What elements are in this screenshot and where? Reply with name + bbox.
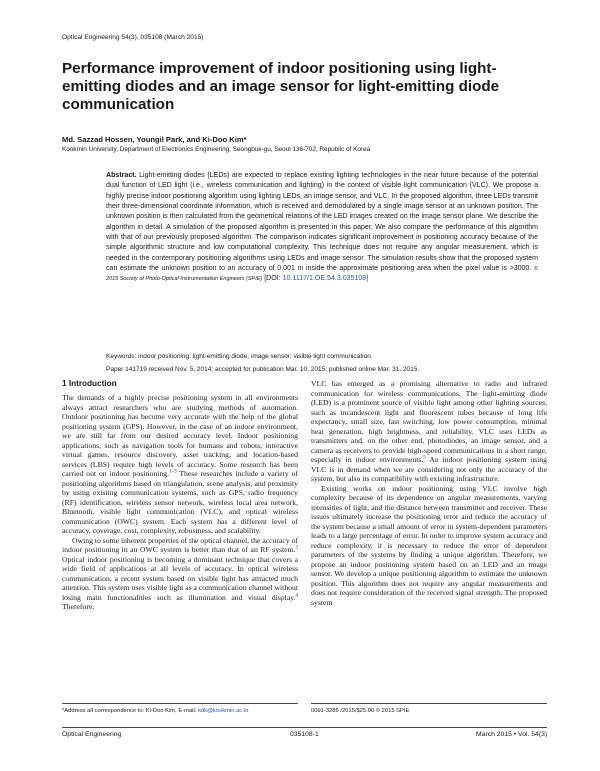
author-list: Md. Sazzad Hossen, Youngil Park, and Ki-Doo Kim* xyxy=(62,135,247,144)
footnote-divider xyxy=(311,703,547,704)
abstract xyxy=(106,171,538,285)
abstract-text: Light-emitting diodes (LEDs) are expected to replace existing lighting technologies in the near future because of the potential dual function of LED light (i.e., wireless communication and lighting) in the context of visible light communication (VLC). We propose a highly precise indoor positioning algorithm using lighting LEDs, an image sensor, and VLC. In the proposed algorithm, three LEDs transmit their three-dimensional coordinate information, which is received and demodulated by a single image sensor at an unknown position. The unknown position is then calculated from the geometrical relations of the LED images created on the image sensor plane. We describe the algorithm in detail. A simulation of the proposed algorithm is presented in this paper. We also compare the performance of this algorithm with that of our previously proposed algorithm. The comparison indicates significant improvement in positioning accuracy because of the simple algorithmic structure and low computational complexity. This technique does not require any angular measurement, which is needed in the contemporary positioning algorithms using LEDs and image sensor. The simulation results show that the proposed system can estimate the unknown position to an accuracy of 0.001 m inside the approximate positioning area when the pixel value is >3000. xyxy=(106,172,538,273)
footer-issue: March 2015 • Vol. 54(3) xyxy=(476,731,548,738)
doi-link[interactable]: 10.1117/1.OE.54.3.035108] xyxy=(282,275,369,283)
footer-page-number: 035108-1 xyxy=(290,731,319,738)
paragraph: VLC has emerged as a promising alternative to radio and infrared communication for wireless communications. The light-emitting diode (LED) is a prominent source of visible light among other lighting sources, such as incandescent light and fluorescent tubes because of long life expectancy, small size, fast switching, low power consumption, minimal heat generation, high brightness, and reliability. VLC uses LEDs as transmitters and, on the other end, photodiodes, an image sensor, and a camera as receivers to provide high-speed communications in a short range, especially in indoor environments.$^5$ An indoor positioning system using VLC is in demand when we are considering not only the accuracy of the system, but also its compatibility with existing infrastructure. xyxy=(311,379,547,483)
paragraph: Existing works on indoor positioning using VLC involve high complexity because of its dependence on angular measurements, varying intensities of light, and the distance between transmitter and receiver. These issues ultimately increase the positioning error and reduce the accuracy of the system because a small amount of error in system-dependent parameters leads to a large percentage of error. In order to improve system accuracy and reduce complexity, it is necessary to reduce the error of dependent parameters of the systems by finding a unique algorithm. Therefore, we propose an indoor positioning system based on an LED and an image sensor. We develop a unique positioning algorithm to estimate the unknown position. This algorithm does not require any angular measurements and does not require consideration of the received signal strength. The proposed system xyxy=(311,483,547,607)
paragraph: Owing to some inherent properties of the optical channel, the accuracy of indoor positioning in an OWC system is better than that of an RF system.$^3$ Optical indoor positioning is becoming a dominant technique that covers a wide field of applications at all levels of accuracy. In optical wireless communication, a recent system based on visible light has attracted much attention. This system uses visible light as a communication channel without losing main functionalities such as illumination and visual display.$^4$ Therefore, xyxy=(62,535,298,611)
abstract-label: Abstract. xyxy=(106,172,137,179)
section-heading: 1 Introduction xyxy=(62,379,117,388)
affiliation: Kookmin University, Department of Electronics Engineering, Seongbuk-gu, Seoul 136-702, Republic of Korea xyxy=(62,146,371,153)
citation[interactable]: 5 xyxy=(423,455,426,461)
email-link[interactable]: kdk@kookmin.ac.kr xyxy=(197,708,249,714)
copyright-notice: © 2015 Society of Photo-Optical Instrumentation Engineers (SPIE) xyxy=(106,266,538,283)
paragraph: The demands of a highly precise positioning system in all environments always attract researchers who are studying methods of automation. Outdoor positioning has become very accurate with the help of the global positioning system (GPS). However, in the case of an indoor environment, we are still far from our desired accuracy level. Indoor positioning applications, such as navigation tools for humans and robots, interactive virtual games, resource discovery, asset tracking, and location-based services (LBS) require high levels of accuracy. Some research has been carried out on indoor positioning.$^{1-3}$ These researches include a variety of positioning algorithms based on triangulation, scene analysis, and proximity by using existing communication systems, such as GPS, radio frequency (RF) identification, wireless sensor network, wireless local area network, Bluetooth, visible light communication (VLC), and optical wireless communication (OWC) system. Each system has a different level of accuracy, coverage, cost, complexity, robustness, and scalability. xyxy=(62,393,299,535)
body-column-right xyxy=(311,379,547,607)
journal-header: Optical Engineering 54(3), 035108 (March 2015) xyxy=(62,34,204,41)
paper-title: Performance improvement of indoor positioning using light-emitting diodes and an image sensor for light-emitting diode communication xyxy=(62,60,500,113)
received-dates: Paper 141719 received Nov. 5, 2014; accepted for publication Mar. 10, 2015; published online Mar. 31, 2015. xyxy=(106,366,420,373)
citation[interactable]: 3 xyxy=(295,545,298,551)
doi-label: [DOI: xyxy=(264,275,281,283)
correspondence-footnote: *Address all correspondence to: Ki-Doo Kim, E-mail: kdk@kookmin.ac.kr xyxy=(62,708,249,714)
issn-note: 0091-3286 /2015/$25.00 © 2015 SPIE xyxy=(311,708,410,714)
footer-divider xyxy=(62,727,547,728)
body-column-left xyxy=(62,379,298,612)
footnote-divider xyxy=(62,703,298,704)
citation[interactable]: 4 xyxy=(295,592,298,598)
footer-journal: Optical Engineering xyxy=(62,731,122,738)
keywords: Keywords: indoor positioning; light-emitting diode; image sensor; visible light communication. xyxy=(106,353,373,360)
citation[interactable]: 1–3 xyxy=(169,469,177,475)
